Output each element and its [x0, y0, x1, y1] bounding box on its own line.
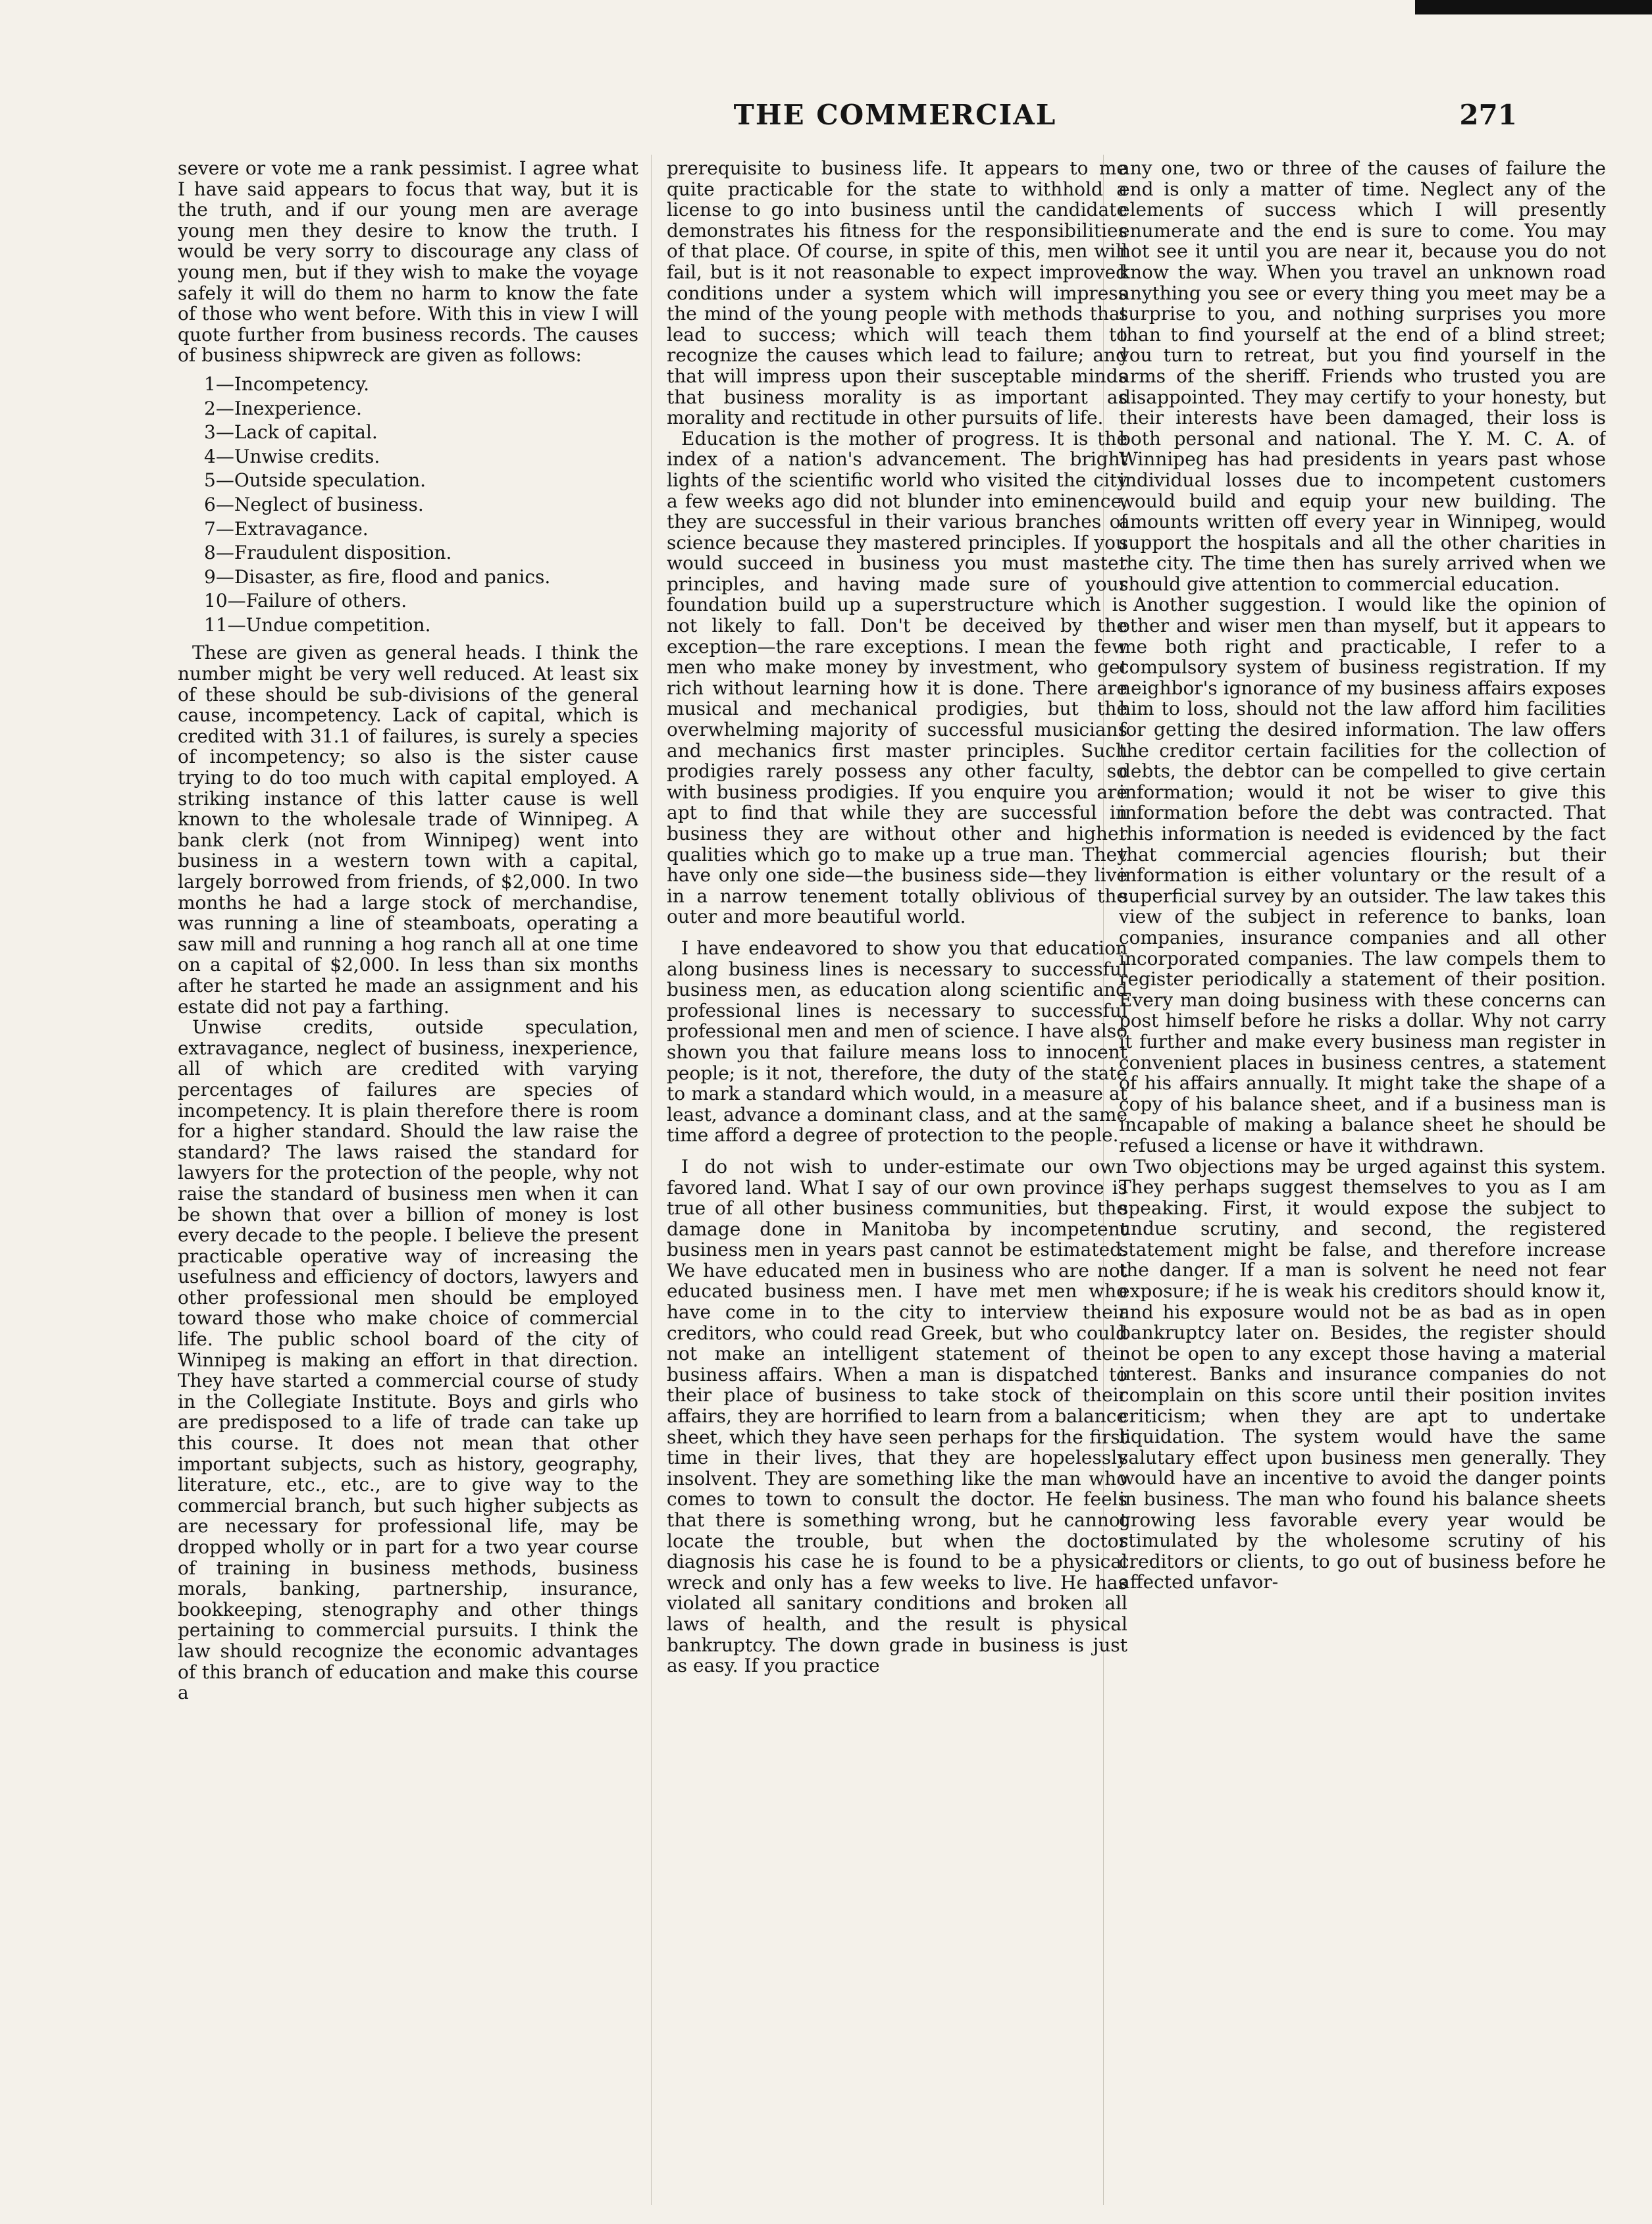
- publication-title: THE COMMERCIAL: [733, 99, 1057, 131]
- list-item: 2—Inexperience.: [204, 397, 362, 419]
- failure-causes-list: [178, 373, 638, 638]
- paragraph: I have endeavored to show you that education along business lines is necessary to successful business men, as education along scientific and professional lines is necessary to successful professional men and men of science. I have also shown you that failure means loss to innocent people; is it not, therefore, the duty of the state to mark a standard which would, in a measure at least, advance a dominant class, and at the same time afford a degree of protection to the people.: [667, 937, 1127, 1147]
- paragraph: any one, two or three of the causes of failure the end is only a matter of time. Neglect any of the elements of success which I will presently enumerate and the end is sure to come. You may not see it until you are near it, because you do not know the way. When you travel an unknown road anything you see or every thing you meet may be a surprise to you, and nothing surprises you more than to find yourself at the end of a blind street; you turn to retreat, but you find yourself in the arms of the sheriff. Friends who trusted you are disappointed. They may certify to your honesty, but their interests have been damaged, their loss is both personal and national. The Y. M. C. A. of Winnipeg has had presidents in years past whose individual losses due to incompetent customers would build and equip your new building. The amounts written off every year in Winnipeg, would support the hospitals and all the other charities in the city. The time then has surely arrived when we should give attention to commercial education.: [1119, 158, 1606, 595]
- list-item: 6—Neglect of business.: [204, 493, 424, 515]
- column-3: [1119, 158, 1606, 2205]
- list-item: 7—Extravagance.: [204, 517, 369, 540]
- column-1: [178, 158, 638, 2205]
- list-item: 8—Fraudulent disposition.: [204, 542, 452, 564]
- column-divider: [651, 155, 652, 2205]
- list-item: 10—Failure of others.: [204, 590, 407, 612]
- column-2: [667, 158, 1127, 2205]
- list-item: 5—Outside speculation.: [204, 469, 426, 492]
- scan-edge-bar: [1415, 0, 1652, 14]
- list-item: 4—Unwise credits.: [204, 445, 380, 467]
- list-item: 3—Lack of capital.: [204, 421, 378, 444]
- page-header: [0, 99, 1652, 145]
- page-number: 271: [1459, 99, 1517, 131]
- list-item: 11—Undue competition.: [204, 613, 431, 636]
- paragraph: prerequisite to business life. It appears to me quite practicable for the state to withhold a license to go into business until the candidate demonstrates his fitness for the responsibilities of that place. Of course, in spite of this, men will fail, but is it not reasonable to expect improved conditions under a system which will impress the mind of the young people with methods that lead to success; which will teach them to recognize the causes which lead to failure; and that will impress upon their susceptable minds that business morality is as important as morality and rectitude in other pursuits of life.: [667, 158, 1127, 429]
- paragraph: These are given as general heads. I think the number might be very well reduced. At least six of these should be sub-divisions of the general cause, incompetency. Lack of capital, which is credited with 31.1 of failures, is surely a species of incompetency; so also is the sister cause trying to do too much with capital employed. A striking instance of this latter cause is well known to the wholesale trade of Winnipeg. A bank clerk (not from Winnipeg) went into business in a western town with a capital, largely borrowed from friends, of $2,000. In two months he had a large stock of merchandise, was running a line of steamboats, operating a saw mill and running a hog ranch all at one time on a capital of $2,000. In less than six months after he started he made an assignment and his estate did not pay a farthing.: [178, 642, 638, 1018]
- paragraph: severe or vote me a rank pessimist. I agree what I have said appears to focus that way, but it is the truth, and if our young men are average young men they desire to know the truth. I would be very sorry to discourage any class of young men, but if they wish to make the voyage safely it will do them no harm to know the fate of those who went before. With this in view I will quote further from business records. The causes of business shipwreck are given as follows:: [178, 158, 638, 367]
- list-item: 9—Disaster, as fire, flood and panics.: [204, 565, 551, 588]
- paragraph: Another suggestion. I would like the opinion of other and wiser men than myself, but it appears to me both right and practicable, I refer to a compulsory system of business registration. If my neighbor's ignorance of my business affairs exposes him to loss, should not the law afford him facilities for getting the desired information. The law offers the creditor certain facilities for the collection of debts, the debtor can be compelled to give certain information; would it not be wiser to give this information before the debt was contracted. That this information is needed is evidenced by the fact that commercial agencies flourish; but their information is either voluntary or the result of a superficial survey by an outsider. The law takes this view of the subject in reference to banks, loan companies, insurance companies and all other incorporated companies. The law compels them to register periodically a statement of their position. Every man doing business with these concerns can post himself before he risks a dollar. Why not carry it further and make every business man register in convenient places in business centres, a statement of his affairs annually. It might take the shape of a copy of his balance sheet, and if a business man is incapable of making a balance sheet he should be refused a license or have it withdrawn.: [1119, 594, 1606, 1156]
- paragraph: Two objections may be urged against this system. They perhaps suggest themselves to you as I am speaking. First, it would expose the subject to undue scrutiny, and second, the registered statement might be false, and therefore increase the danger. If a man is solvent he need not fear exposure; if he is weak his creditors should know it, and his exposure would not be as bad as in open bankruptcy later on. Besides, the register should not be open to any except those having a material interest. Banks and insurance companies do not complain on this score until their position invites criticism; when they are apt to undertake liquidation. The system would have the same salutary effect upon business men generally. They would have an incentive to avoid the danger points in business. The man who found his balance sheets growing less favorable every year would be stimulated by the wholesome scrutiny of his creditors or clients, to go out of business before he affected unfavor-: [1119, 1155, 1606, 1593]
- paragraph: Education is the mother of progress. It is the index of a nation's advancement. The bright lights of the scientific world who visited the city a few weeks ago did not blunder into eminence, they are successful in their various branches of science because they mastered principles. If you would succeed in business you must master principles, and having made sure of your foundation build up a superstructure which is not likely to fall. Don't be deceived by the exception—the rare exceptions. I mean the few men who make money by investment, who get rich without learning how it is done. There are musical and mechanical prodigies, but the overwhelming majority of successful musicians and mechanics first master principles. Such prodigies rarely possess any other faculty, so with business prodigies. If you enquire you are apt to find that while they are successful in business they are without other and higher qualities which go to make up a true man. They have only one side—the business side—they live in a narrow tenement totally oblivious of the outer and more beautiful world.: [667, 427, 1127, 928]
- paragraph: Unwise credits, outside speculation, extravagance, neglect of business, inexperience, all of which are credited with varying percentages of failures are species of incompetency. It is plain therefore there is room for a higher standard. Should the law raise the standard? The laws raised the standard for lawyers for the protection of the people, why not raise the standard of business men when it can be shown that over a billion of money is lost every decade to the people. I believe the present practicable operative way of increasing the usefulness and efficiency of doctors, lawyers and other professional men should be employed toward those who make choice of commercial life. The public school board of the city of Winnipeg is making an effort in that direction. They have started a commercial course of study in the Collegiate Institute. Boys and girls who are predisposed to a life of trade can take up this course. It does not mean that other important subjects, such as history, geography, literature, etc., etc., are to give way to the commercial branch, but such higher subjects as are necessary for professional life, may be dropped wholly or in part for a two year course of training in business methods, business morals, banking, partnership, insurance, bookkeeping, stenography and other things pertaining to commercial pursuits. I think the law should recognize the economic advantages of this branch of education and make this course a: [178, 1016, 638, 1704]
- list-item: 1—Incompetency.: [204, 373, 370, 395]
- paragraph: I do not wish to under-estimate our own favored land. What I say of our own province is true of all other business communities, but the damage done in Manitoba by incompetent business men in years past cannot be estimated. We have educated men in business who are not educated business men. I have met men who have come in to the city to interview their creditors, who could read Greek, but who could not make an intelligent statement of their business affairs. When a man is dispatched to their place of business to take stock of their affairs, they are horrified to learn from a balance sheet, which they have seen perhaps for the first time in their lives, that they are hopelessly insolvent. They are something like the man who comes to town to consult the doctor. He feels that there is something wrong, but he cannot locate the trouble, but when the doctor diagnosis his case he is found to be a physical wreck and only has a few weeks to live. He has violated all sanitary conditions and broken all laws of health, and the result is physical bankruptcy. The down grade in business is just as easy. If you practice: [667, 1155, 1127, 1677]
